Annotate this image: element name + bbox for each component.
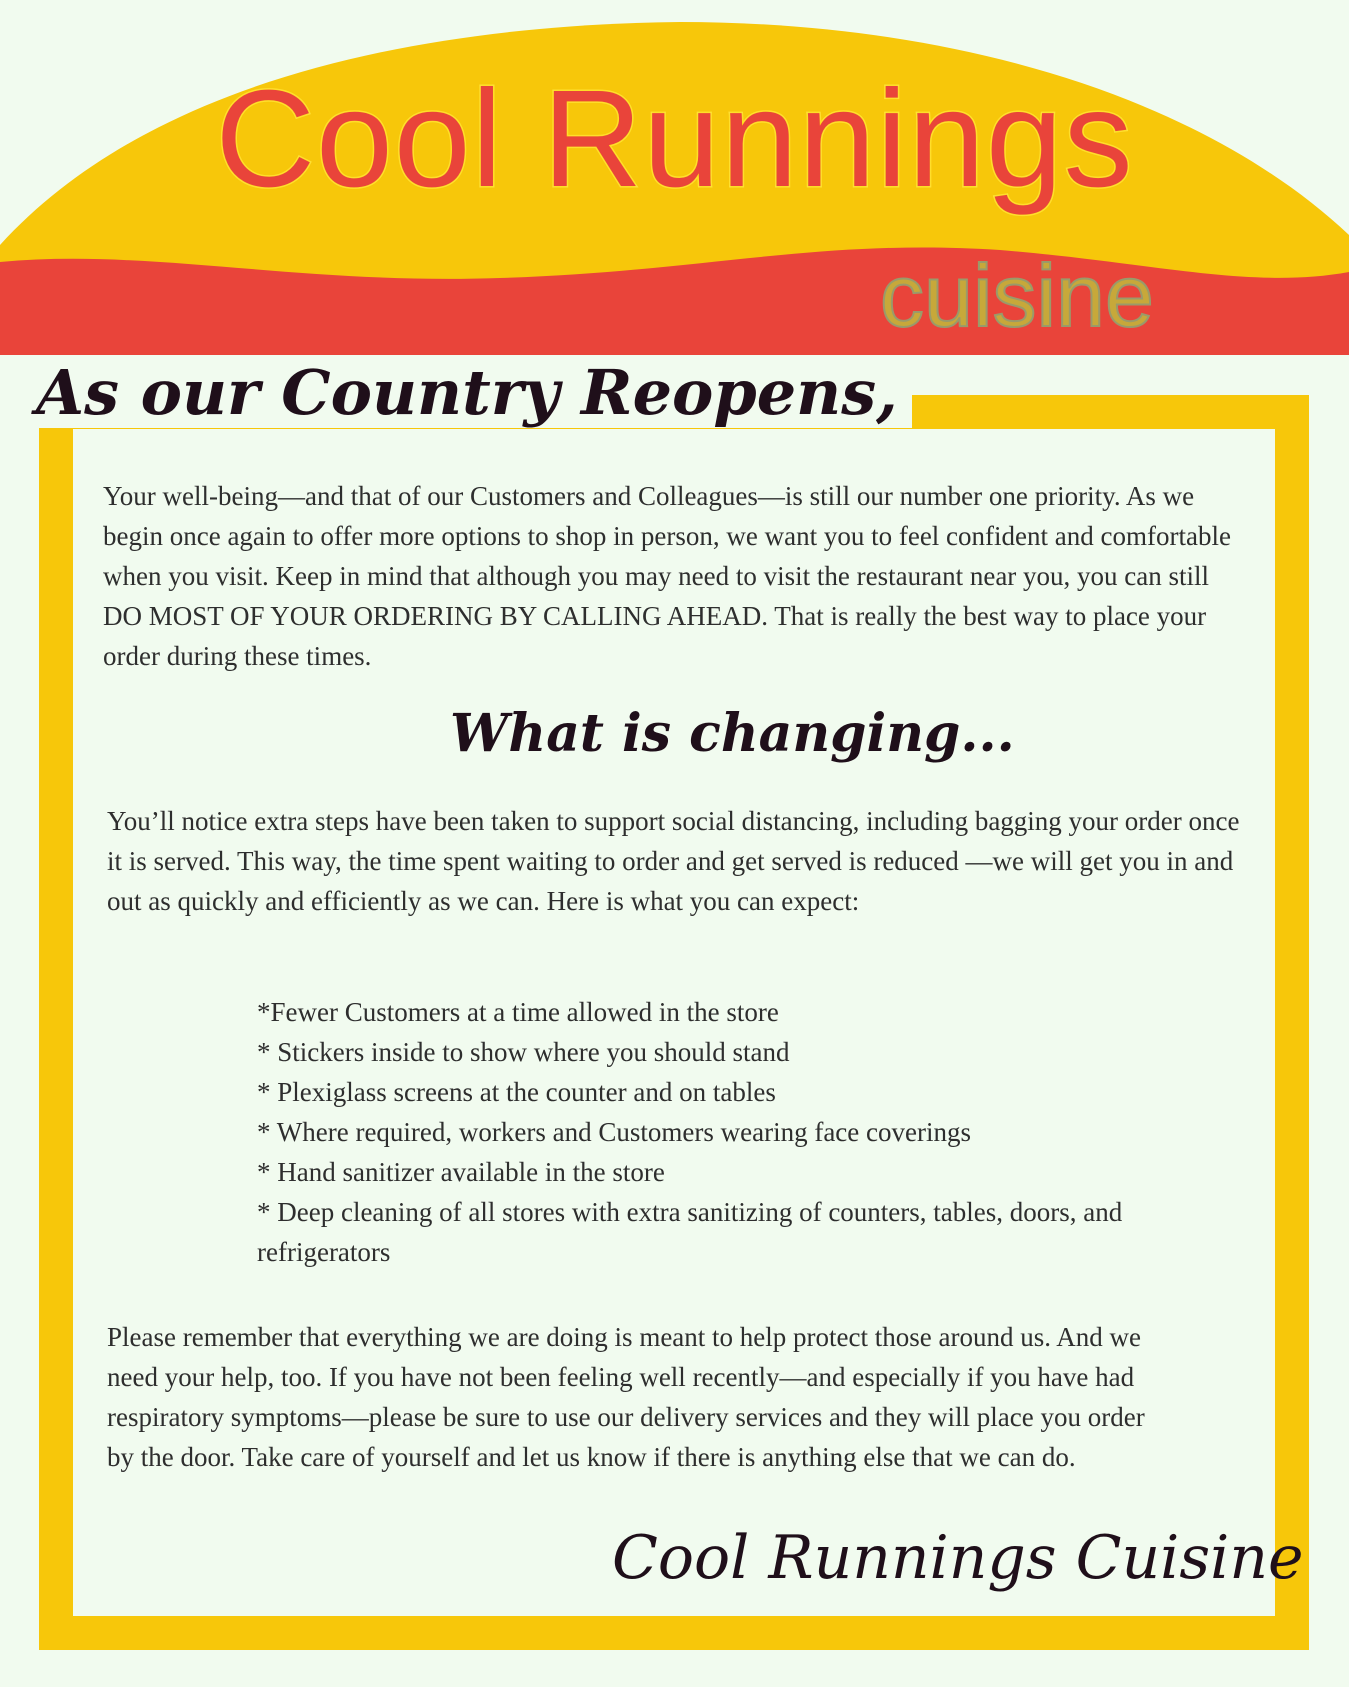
list-item: *Fewer Customers at a time allowed in the store — [257, 997, 779, 1027]
brand-logo-title: Cool Runnings — [215, 62, 1134, 216]
changes-list — [257, 992, 1217, 1272]
signature: Cool Runnings Cuisine — [612, 1523, 1304, 1593]
changing-heading: What is changing... — [450, 703, 1015, 764]
list-item: * Where required, workers and Customers wearing face coverings — [257, 1117, 971, 1147]
list-item: * Hand sanitizer available in the store — [257, 1157, 665, 1187]
list-item: * Plexiglass screens at the counter and on tables — [257, 1077, 776, 1107]
brand-logo-subtitle: cuisine — [880, 246, 1154, 345]
changing-paragraph: You’ll notice extra steps have been taken to support social distancing, including bagging your order once it is served. This way, the time spent waiting to order and get served is reduced —we will get you in and out as quickly and efficiently as we can. Here is what you can expect: — [107, 806, 1240, 916]
closing-paragraph: Please remember that everything we are doing is meant to help protect those around us. And we need your help, too. If you have not been feeling well recently—and especially if you have had respiratory symptoms—please be sure to use our delivery services and they will place you order by the door. Take care of yourself and let us know if there is anything else that we can do. — [107, 1322, 1145, 1472]
intro-heading: As our Country Reopens, — [28, 362, 912, 428]
intro-paragraph: Your well-being—and that of our Customers and Colleagues—is still our number one priority. As we begin once again to offer more options to shop in person, we want you to feel confident and comfortable when you visit. Keep in mind that although you may need to visit the restaurant near you, you can still DO MOST OF YOUR ORDERING BY CALLING AHEAD. That is really the best way to place your order during these times. — [103, 481, 1231, 671]
list-item: * Stickers inside to show where you should stand — [257, 1037, 790, 1067]
list-item: * Deep cleaning of all stores with extra sanitizing of counters, tables, doors, and refrigerators — [257, 1197, 1123, 1267]
